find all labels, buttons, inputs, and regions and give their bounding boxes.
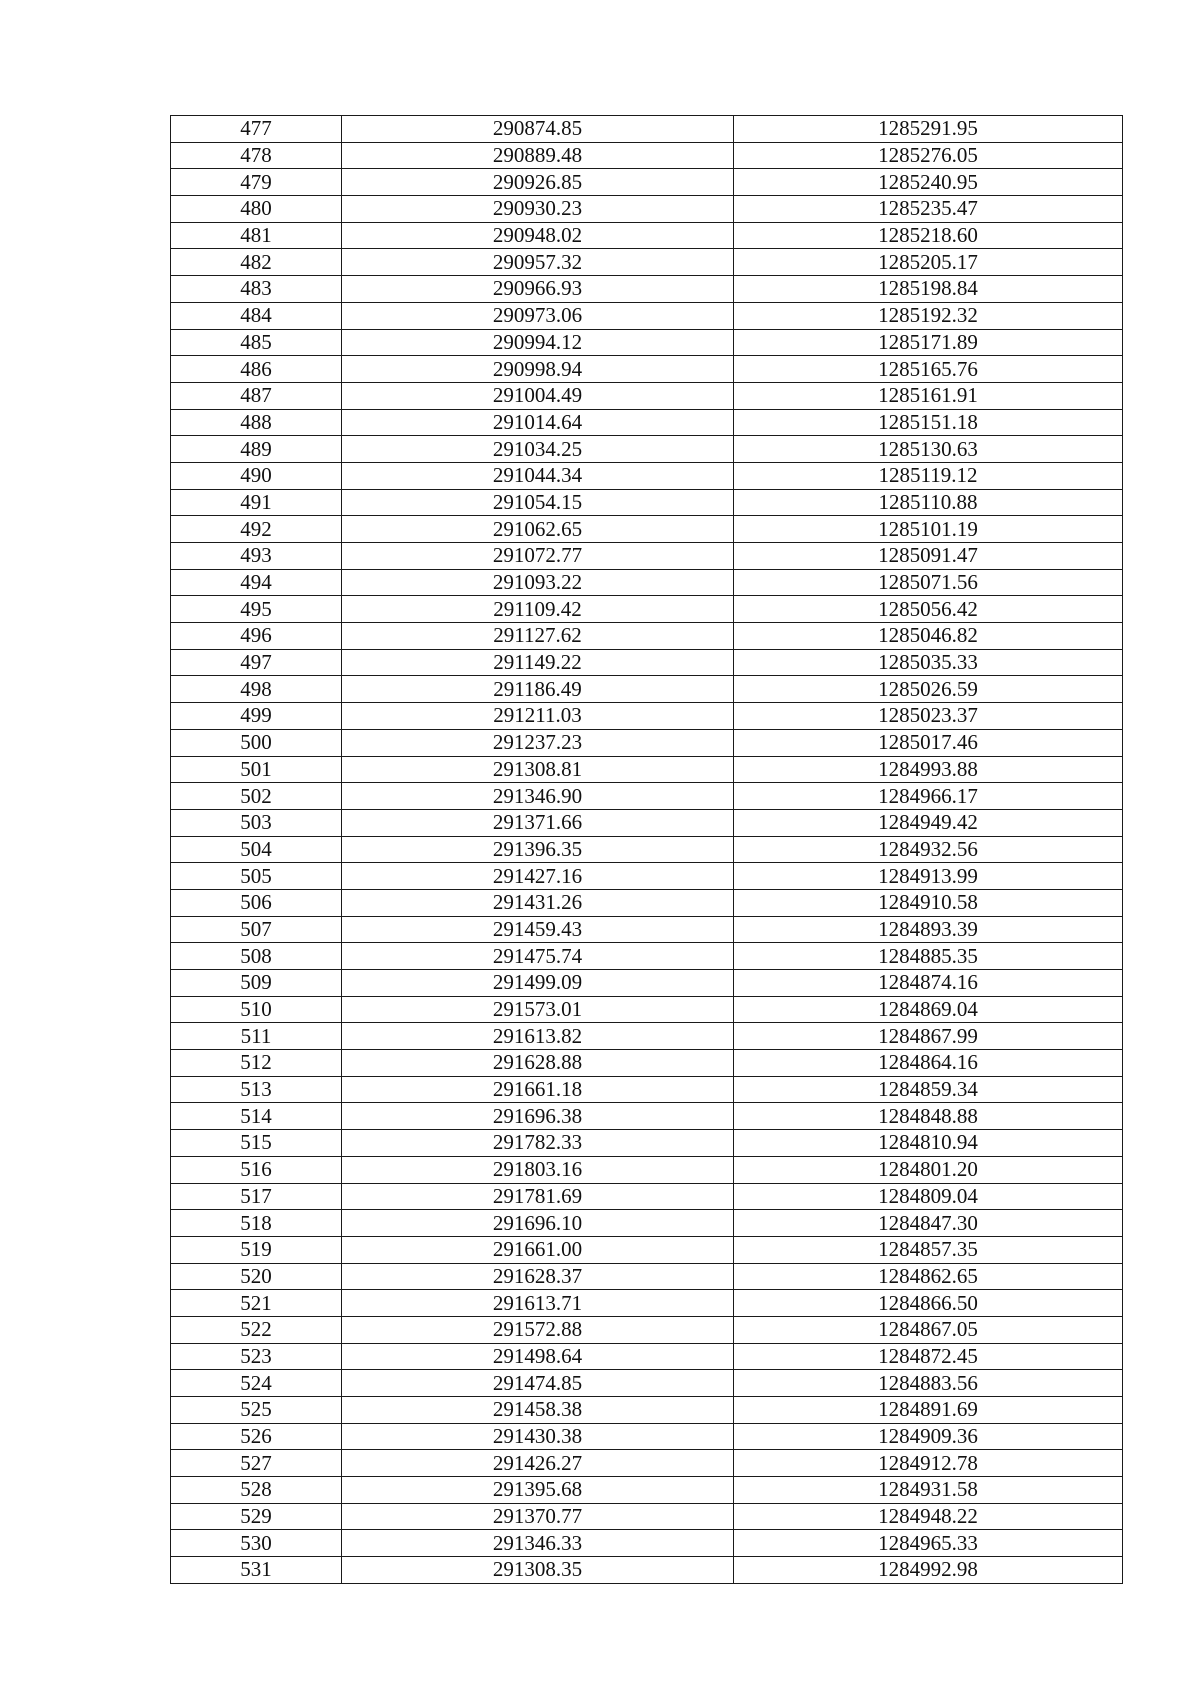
table-row bbox=[171, 169, 1123, 196]
table-row bbox=[171, 970, 1123, 997]
table-row bbox=[171, 249, 1123, 276]
table-row bbox=[171, 1210, 1123, 1237]
x-coordinate-cell: 290994.12 bbox=[342, 329, 734, 356]
point-number-cell: 488 bbox=[171, 409, 342, 436]
y-coordinate-cell: 1285165.76 bbox=[734, 356, 1123, 383]
y-coordinate-cell: 1284857.35 bbox=[734, 1236, 1123, 1263]
table-row bbox=[171, 1316, 1123, 1343]
table-row bbox=[171, 1103, 1123, 1130]
table-row bbox=[171, 196, 1123, 223]
point-number-cell: 519 bbox=[171, 1236, 342, 1263]
table-row bbox=[171, 943, 1123, 970]
point-number-cell: 496 bbox=[171, 623, 342, 650]
table-row bbox=[171, 1477, 1123, 1504]
point-number-cell: 528 bbox=[171, 1477, 342, 1504]
point-number-cell: 486 bbox=[171, 356, 342, 383]
table-row bbox=[171, 409, 1123, 436]
point-number-cell: 513 bbox=[171, 1076, 342, 1103]
x-coordinate-cell: 291149.22 bbox=[342, 649, 734, 676]
table-row bbox=[171, 516, 1123, 543]
x-coordinate-cell: 291431.26 bbox=[342, 889, 734, 916]
coordinate-table bbox=[170, 115, 1123, 1584]
table-row bbox=[171, 1530, 1123, 1557]
x-coordinate-cell: 291628.88 bbox=[342, 1050, 734, 1077]
y-coordinate-cell: 1284910.58 bbox=[734, 889, 1123, 916]
x-coordinate-cell: 291093.22 bbox=[342, 569, 734, 596]
point-number-cell: 495 bbox=[171, 596, 342, 623]
y-coordinate-cell: 1284874.16 bbox=[734, 970, 1123, 997]
table-row bbox=[171, 1236, 1123, 1263]
x-coordinate-cell: 291426.27 bbox=[342, 1450, 734, 1477]
y-coordinate-cell: 1284913.99 bbox=[734, 863, 1123, 890]
x-coordinate-cell: 290957.32 bbox=[342, 249, 734, 276]
x-coordinate-cell: 291109.42 bbox=[342, 596, 734, 623]
y-coordinate-cell: 1284848.88 bbox=[734, 1103, 1123, 1130]
table-row bbox=[171, 436, 1123, 463]
y-coordinate-cell: 1285046.82 bbox=[734, 623, 1123, 650]
point-number-cell: 510 bbox=[171, 996, 342, 1023]
x-coordinate-cell: 291782.33 bbox=[342, 1130, 734, 1157]
point-number-cell: 515 bbox=[171, 1130, 342, 1157]
y-coordinate-cell: 1285276.05 bbox=[734, 142, 1123, 169]
point-number-cell: 483 bbox=[171, 276, 342, 303]
x-coordinate-cell: 291186.49 bbox=[342, 676, 734, 703]
point-number-cell: 527 bbox=[171, 1450, 342, 1477]
point-number-cell: 502 bbox=[171, 783, 342, 810]
y-coordinate-cell: 1284847.30 bbox=[734, 1210, 1123, 1237]
y-coordinate-cell: 1284862.65 bbox=[734, 1263, 1123, 1290]
x-coordinate-cell: 291474.85 bbox=[342, 1370, 734, 1397]
point-number-cell: 484 bbox=[171, 302, 342, 329]
x-coordinate-cell: 291237.23 bbox=[342, 729, 734, 756]
point-number-cell: 520 bbox=[171, 1263, 342, 1290]
x-coordinate-cell: 291628.37 bbox=[342, 1263, 734, 1290]
point-number-cell: 525 bbox=[171, 1397, 342, 1424]
y-coordinate-cell: 1284891.69 bbox=[734, 1397, 1123, 1424]
x-coordinate-cell: 291308.35 bbox=[342, 1557, 734, 1584]
table-row bbox=[171, 1450, 1123, 1477]
point-number-cell: 504 bbox=[171, 836, 342, 863]
point-number-cell: 490 bbox=[171, 462, 342, 489]
x-coordinate-cell: 291211.03 bbox=[342, 703, 734, 730]
table-row bbox=[171, 1397, 1123, 1424]
y-coordinate-cell: 1284810.94 bbox=[734, 1130, 1123, 1157]
point-number-cell: 500 bbox=[171, 729, 342, 756]
x-coordinate-cell: 291370.77 bbox=[342, 1503, 734, 1530]
table-row bbox=[171, 302, 1123, 329]
table-row bbox=[171, 1023, 1123, 1050]
y-coordinate-cell: 1285291.95 bbox=[734, 116, 1123, 143]
x-coordinate-cell: 291004.49 bbox=[342, 382, 734, 409]
y-coordinate-cell: 1284931.58 bbox=[734, 1477, 1123, 1504]
point-number-cell: 497 bbox=[171, 649, 342, 676]
point-number-cell: 494 bbox=[171, 569, 342, 596]
x-coordinate-cell: 291395.68 bbox=[342, 1477, 734, 1504]
table-row bbox=[171, 729, 1123, 756]
table-row bbox=[171, 1343, 1123, 1370]
y-coordinate-cell: 1285026.59 bbox=[734, 676, 1123, 703]
y-coordinate-cell: 1284859.34 bbox=[734, 1076, 1123, 1103]
x-coordinate-cell: 291458.38 bbox=[342, 1397, 734, 1424]
x-coordinate-cell: 291696.38 bbox=[342, 1103, 734, 1130]
point-number-cell: 517 bbox=[171, 1183, 342, 1210]
y-coordinate-cell: 1285017.46 bbox=[734, 729, 1123, 756]
table-row bbox=[171, 356, 1123, 383]
point-number-cell: 493 bbox=[171, 543, 342, 570]
table-row bbox=[171, 1183, 1123, 1210]
point-number-cell: 505 bbox=[171, 863, 342, 890]
y-coordinate-cell: 1285205.17 bbox=[734, 249, 1123, 276]
point-number-cell: 481 bbox=[171, 222, 342, 249]
y-coordinate-cell: 1285056.42 bbox=[734, 596, 1123, 623]
point-number-cell: 479 bbox=[171, 169, 342, 196]
y-coordinate-cell: 1284809.04 bbox=[734, 1183, 1123, 1210]
point-number-cell: 509 bbox=[171, 970, 342, 997]
table-row bbox=[171, 1076, 1123, 1103]
table-row bbox=[171, 649, 1123, 676]
y-coordinate-cell: 1284883.56 bbox=[734, 1370, 1123, 1397]
table-row bbox=[171, 676, 1123, 703]
table-row bbox=[171, 1290, 1123, 1317]
table-row bbox=[171, 329, 1123, 356]
table-row bbox=[171, 836, 1123, 863]
table-row bbox=[171, 1263, 1123, 1290]
point-number-cell: 507 bbox=[171, 916, 342, 943]
x-coordinate-cell: 291396.35 bbox=[342, 836, 734, 863]
x-coordinate-cell: 290874.85 bbox=[342, 116, 734, 143]
x-coordinate-cell: 291661.18 bbox=[342, 1076, 734, 1103]
x-coordinate-cell: 291127.62 bbox=[342, 623, 734, 650]
x-coordinate-cell: 290998.94 bbox=[342, 356, 734, 383]
point-number-cell: 506 bbox=[171, 889, 342, 916]
y-coordinate-cell: 1284966.17 bbox=[734, 783, 1123, 810]
x-coordinate-cell: 291430.38 bbox=[342, 1423, 734, 1450]
table-row bbox=[171, 116, 1123, 143]
x-coordinate-cell: 291613.71 bbox=[342, 1290, 734, 1317]
point-number-cell: 498 bbox=[171, 676, 342, 703]
x-coordinate-cell: 291781.69 bbox=[342, 1183, 734, 1210]
point-number-cell: 499 bbox=[171, 703, 342, 730]
point-number-cell: 503 bbox=[171, 809, 342, 836]
point-number-cell: 478 bbox=[171, 142, 342, 169]
table-row bbox=[171, 783, 1123, 810]
y-coordinate-cell: 1284949.42 bbox=[734, 809, 1123, 836]
y-coordinate-cell: 1284965.33 bbox=[734, 1530, 1123, 1557]
table-row bbox=[171, 996, 1123, 1023]
y-coordinate-cell: 1284872.45 bbox=[734, 1343, 1123, 1370]
point-number-cell: 511 bbox=[171, 1023, 342, 1050]
table-row bbox=[171, 756, 1123, 783]
x-coordinate-cell: 290973.06 bbox=[342, 302, 734, 329]
x-coordinate-cell: 291062.65 bbox=[342, 516, 734, 543]
point-number-cell: 489 bbox=[171, 436, 342, 463]
x-coordinate-cell: 290889.48 bbox=[342, 142, 734, 169]
y-coordinate-cell: 1284866.50 bbox=[734, 1290, 1123, 1317]
table-row bbox=[171, 916, 1123, 943]
point-number-cell: 485 bbox=[171, 329, 342, 356]
table-row bbox=[171, 596, 1123, 623]
x-coordinate-cell: 290948.02 bbox=[342, 222, 734, 249]
point-number-cell: 523 bbox=[171, 1343, 342, 1370]
y-coordinate-cell: 1284993.88 bbox=[734, 756, 1123, 783]
y-coordinate-cell: 1285119.12 bbox=[734, 462, 1123, 489]
y-coordinate-cell: 1285091.47 bbox=[734, 543, 1123, 570]
x-coordinate-cell: 291044.34 bbox=[342, 462, 734, 489]
y-coordinate-cell: 1285192.32 bbox=[734, 302, 1123, 329]
point-number-cell: 477 bbox=[171, 116, 342, 143]
x-coordinate-cell: 291499.09 bbox=[342, 970, 734, 997]
table-row bbox=[171, 1130, 1123, 1157]
table-row bbox=[171, 1050, 1123, 1077]
point-number-cell: 522 bbox=[171, 1316, 342, 1343]
x-coordinate-cell: 291803.16 bbox=[342, 1156, 734, 1183]
y-coordinate-cell: 1284869.04 bbox=[734, 996, 1123, 1023]
y-coordinate-cell: 1284912.78 bbox=[734, 1450, 1123, 1477]
point-number-cell: 508 bbox=[171, 943, 342, 970]
x-coordinate-cell: 291696.10 bbox=[342, 1210, 734, 1237]
point-number-cell: 501 bbox=[171, 756, 342, 783]
y-coordinate-cell: 1284992.98 bbox=[734, 1557, 1123, 1584]
y-coordinate-cell: 1284932.56 bbox=[734, 836, 1123, 863]
point-number-cell: 529 bbox=[171, 1503, 342, 1530]
x-coordinate-cell: 291346.33 bbox=[342, 1530, 734, 1557]
y-coordinate-cell: 1285151.18 bbox=[734, 409, 1123, 436]
table-row bbox=[171, 222, 1123, 249]
y-coordinate-cell: 1284909.36 bbox=[734, 1423, 1123, 1450]
table-row bbox=[171, 543, 1123, 570]
table-row bbox=[171, 1156, 1123, 1183]
table-row bbox=[171, 809, 1123, 836]
table-row bbox=[171, 142, 1123, 169]
x-coordinate-cell: 291346.90 bbox=[342, 783, 734, 810]
y-coordinate-cell: 1284867.99 bbox=[734, 1023, 1123, 1050]
table-row bbox=[171, 462, 1123, 489]
x-coordinate-cell: 291371.66 bbox=[342, 809, 734, 836]
x-coordinate-cell: 291572.88 bbox=[342, 1316, 734, 1343]
x-coordinate-cell: 291498.64 bbox=[342, 1343, 734, 1370]
point-number-cell: 491 bbox=[171, 489, 342, 516]
point-number-cell: 531 bbox=[171, 1557, 342, 1584]
y-coordinate-cell: 1284801.20 bbox=[734, 1156, 1123, 1183]
x-coordinate-cell: 291661.00 bbox=[342, 1236, 734, 1263]
coordinate-table-body bbox=[171, 116, 1123, 1584]
x-coordinate-cell: 291308.81 bbox=[342, 756, 734, 783]
y-coordinate-cell: 1284867.05 bbox=[734, 1316, 1123, 1343]
table-row bbox=[171, 489, 1123, 516]
x-coordinate-cell: 291475.74 bbox=[342, 943, 734, 970]
y-coordinate-cell: 1285235.47 bbox=[734, 196, 1123, 223]
x-coordinate-cell: 290966.93 bbox=[342, 276, 734, 303]
y-coordinate-cell: 1285101.19 bbox=[734, 516, 1123, 543]
point-number-cell: 487 bbox=[171, 382, 342, 409]
table-row bbox=[171, 703, 1123, 730]
y-coordinate-cell: 1285110.88 bbox=[734, 489, 1123, 516]
point-number-cell: 518 bbox=[171, 1210, 342, 1237]
y-coordinate-cell: 1284864.16 bbox=[734, 1050, 1123, 1077]
y-coordinate-cell: 1284893.39 bbox=[734, 916, 1123, 943]
x-coordinate-cell: 291054.15 bbox=[342, 489, 734, 516]
table-row bbox=[171, 1423, 1123, 1450]
x-coordinate-cell: 291072.77 bbox=[342, 543, 734, 570]
table-row bbox=[171, 1370, 1123, 1397]
point-number-cell: 521 bbox=[171, 1290, 342, 1317]
table-row bbox=[171, 623, 1123, 650]
x-coordinate-cell: 291573.01 bbox=[342, 996, 734, 1023]
point-number-cell: 512 bbox=[171, 1050, 342, 1077]
table-row bbox=[171, 1557, 1123, 1584]
x-coordinate-cell: 290926.85 bbox=[342, 169, 734, 196]
point-number-cell: 482 bbox=[171, 249, 342, 276]
table-row bbox=[171, 569, 1123, 596]
point-number-cell: 524 bbox=[171, 1370, 342, 1397]
y-coordinate-cell: 1284885.35 bbox=[734, 943, 1123, 970]
x-coordinate-cell: 291014.64 bbox=[342, 409, 734, 436]
y-coordinate-cell: 1284948.22 bbox=[734, 1503, 1123, 1530]
y-coordinate-cell: 1285161.91 bbox=[734, 382, 1123, 409]
y-coordinate-cell: 1285240.95 bbox=[734, 169, 1123, 196]
y-coordinate-cell: 1285035.33 bbox=[734, 649, 1123, 676]
x-coordinate-cell: 291427.16 bbox=[342, 863, 734, 890]
y-coordinate-cell: 1285130.63 bbox=[734, 436, 1123, 463]
x-coordinate-cell: 291459.43 bbox=[342, 916, 734, 943]
table-row bbox=[171, 382, 1123, 409]
point-number-cell: 480 bbox=[171, 196, 342, 223]
x-coordinate-cell: 290930.23 bbox=[342, 196, 734, 223]
table-row bbox=[171, 276, 1123, 303]
y-coordinate-cell: 1285198.84 bbox=[734, 276, 1123, 303]
point-number-cell: 514 bbox=[171, 1103, 342, 1130]
y-coordinate-cell: 1285218.60 bbox=[734, 222, 1123, 249]
y-coordinate-cell: 1285071.56 bbox=[734, 569, 1123, 596]
x-coordinate-cell: 291613.82 bbox=[342, 1023, 734, 1050]
x-coordinate-cell: 291034.25 bbox=[342, 436, 734, 463]
table-row bbox=[171, 863, 1123, 890]
point-number-cell: 530 bbox=[171, 1530, 342, 1557]
point-number-cell: 526 bbox=[171, 1423, 342, 1450]
y-coordinate-cell: 1285171.89 bbox=[734, 329, 1123, 356]
y-coordinate-cell: 1285023.37 bbox=[734, 703, 1123, 730]
point-number-cell: 516 bbox=[171, 1156, 342, 1183]
table-row bbox=[171, 889, 1123, 916]
table-row bbox=[171, 1503, 1123, 1530]
point-number-cell: 492 bbox=[171, 516, 342, 543]
